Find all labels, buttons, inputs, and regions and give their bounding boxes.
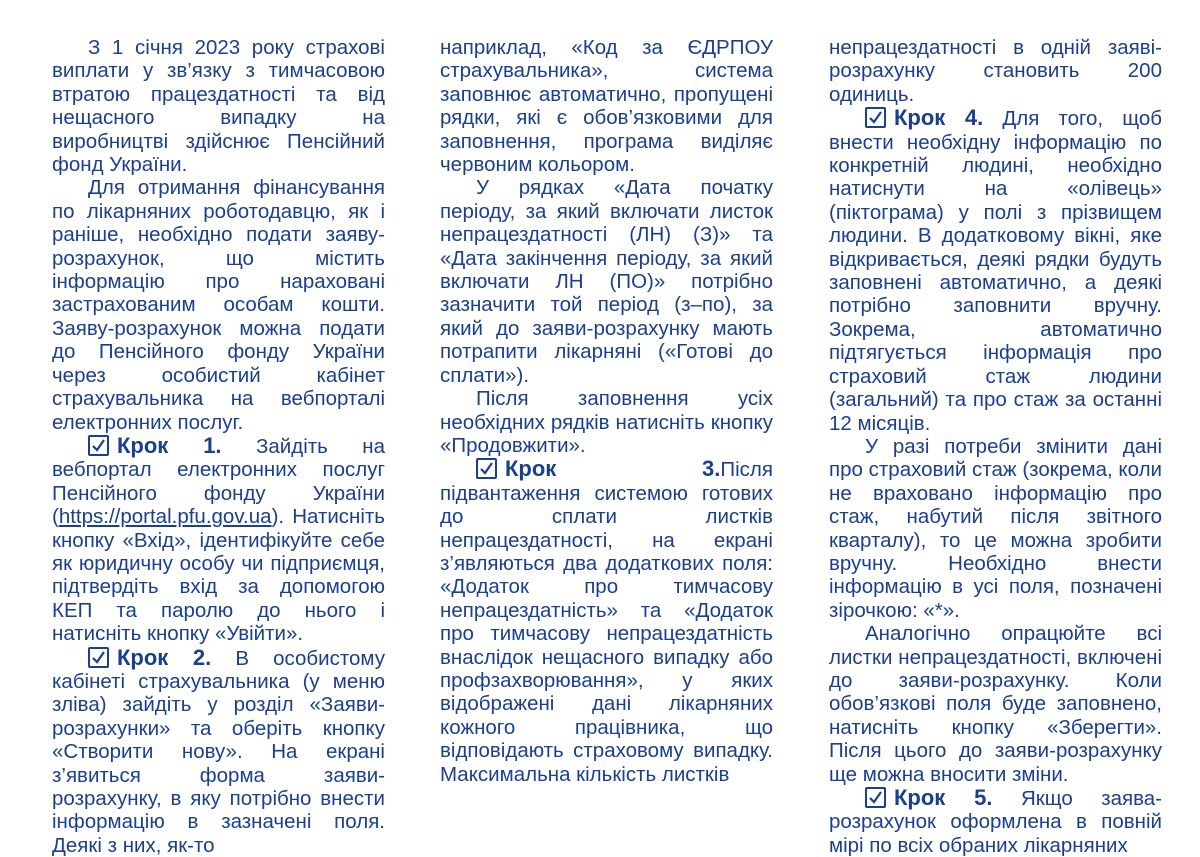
- step-4-title: Крок 4.: [894, 105, 984, 131]
- continue-paragraph: Після заповнення усіх необхідних рядків натисніть кнопку «Продовжити».: [440, 387, 773, 457]
- step-5-text: Якщо заява-розрахунок оформлена в повній мірі по всіх обраних лікарняних: [829, 787, 1162, 857]
- checkbox-checked-icon: [865, 787, 886, 808]
- checkbox-checked-icon: [88, 647, 109, 668]
- insurance-record-paragraph: У разі потреби змінити дані про страховий стаж (зокрема, коли не враховано інформацію про стаж, набутий після звітного кварталу), то це можна зробити вручну. Необхідно внести інформацію в усі поля, позначені зірочкою: «*».: [829, 434, 1162, 622]
- column-1: [52, 36, 385, 857]
- checkbox-checked-icon: [865, 107, 886, 128]
- step-5: [829, 786, 1162, 857]
- step-1-text-b: ). Натисніть кнопку «Вхід», ідентифікуйте себе як юридичну особу чи підприємця, підтвердіть вхід за допомогою КЕП та паролю до нього і натисніть кнопку «Увійти».: [52, 505, 385, 646]
- step-1-text-a: Зайдіть на вебпортал електронних послуг Пенсійного фонду України (: [52, 434, 386, 529]
- step-3-text: Після підвантаження системою готових до сплати листків непрацездатності, на екрані з’являються два додаткових поля: «Додаток про тимчасову непрацездатність» та «Додаток про тимчасову непрацездатність внаслідок нещасного випадку або профзахворювання», у яких відображені дані лікарняних кожного працівника, що відповідають страховому випадку. Максимальна кількість листків: [440, 458, 773, 786]
- intro-paragraph: З 1 січня 2023 року страхові виплати у зв’язку з тимчасовою втратою працездатності та від нещасного випадку на виробництві здійснює Пенсійний фонд України.: [52, 36, 385, 177]
- step-1: [52, 434, 385, 646]
- funding-paragraph: Для отримання фінансування по лікарняних роботодавцю, як і раніше, необхідно подати заяву-розрахунок, що містить інформацію про нараховані застрахованим особам кошти. Заяву-розрахунок можна подати до Пенсійного фонду України через особистий кабінет страхувальника на вебпорталі електронних послуг.: [52, 176, 385, 434]
- step-2-title: Крок 2.: [117, 644, 212, 670]
- limit-paragraph: непрацездатності в одній заяві-розрахунку становить 200 одиниць.: [829, 36, 1162, 106]
- step-3: [440, 457, 773, 786]
- form-fields-paragraph: наприклад, «Код за ЄДРПОУ страхувальника», система заповнює автоматично, пропущені рядки, які є обов’язковими для заповнення, програма виділяє червоним кольором.: [440, 36, 773, 177]
- checkbox-checked-icon: [476, 458, 497, 479]
- step-4: [829, 106, 1162, 435]
- save-paragraph: Аналогічно опрацюйте всі листки непрацездатності, включені до заяви-розрахунку. Коли обов’язкові поля буде заповнено, натисніть кнопку «Зберегти». Після цього до заяви-розрахунку ще можна вносити зміни.: [829, 622, 1162, 786]
- step-3-title: Крок 3.: [505, 456, 721, 482]
- checkbox-checked-icon: [88, 435, 109, 456]
- step-2: [52, 646, 385, 857]
- step-2-text: В особистому кабінеті страхувальника (у меню зліва) зайдіть у розділ «Заяви-розрахунки» та оберіть кнопку «Створити нову». На екрані з’явиться форма заяви-розрахунку, в яку потрібно внести інформацію в зазначені поля. Деякі з них, як-то: [52, 646, 385, 857]
- column-3: [829, 36, 1162, 857]
- step-5-title: Крок 5.: [894, 785, 993, 810]
- portal-link[interactable]: https://portal.pfu.gov.ua: [58, 505, 272, 529]
- step-1-title: Крок 1.: [117, 432, 222, 458]
- column-2: [440, 36, 773, 786]
- step-4-text: Для того, щоб внести необхідну інформацію по конкретній людині, необхідно натиснути на «олівець» (піктограма) у полі з прізвищем людини. В додатковому вікні, яке відкривається, деякі рядки будуть заповнені автоматично, а деякі потрібно заповнити вручну. Зокрема, автоматично підтягується інформація про страховий стаж людини (загальний) та про стаж за останні 12 місяців.: [829, 107, 1163, 435]
- period-paragraph: У рядках «Дата початку періоду, за який включати листок непрацездатності (ЛН) (З)» та «Дата закінчення періоду, за який включати ЛН (ПО)» потрібно зазначити той період (з–по), за який до заяви-розрахунку мають потрапити лікарняні («Готові до сплати»).: [440, 176, 773, 387]
